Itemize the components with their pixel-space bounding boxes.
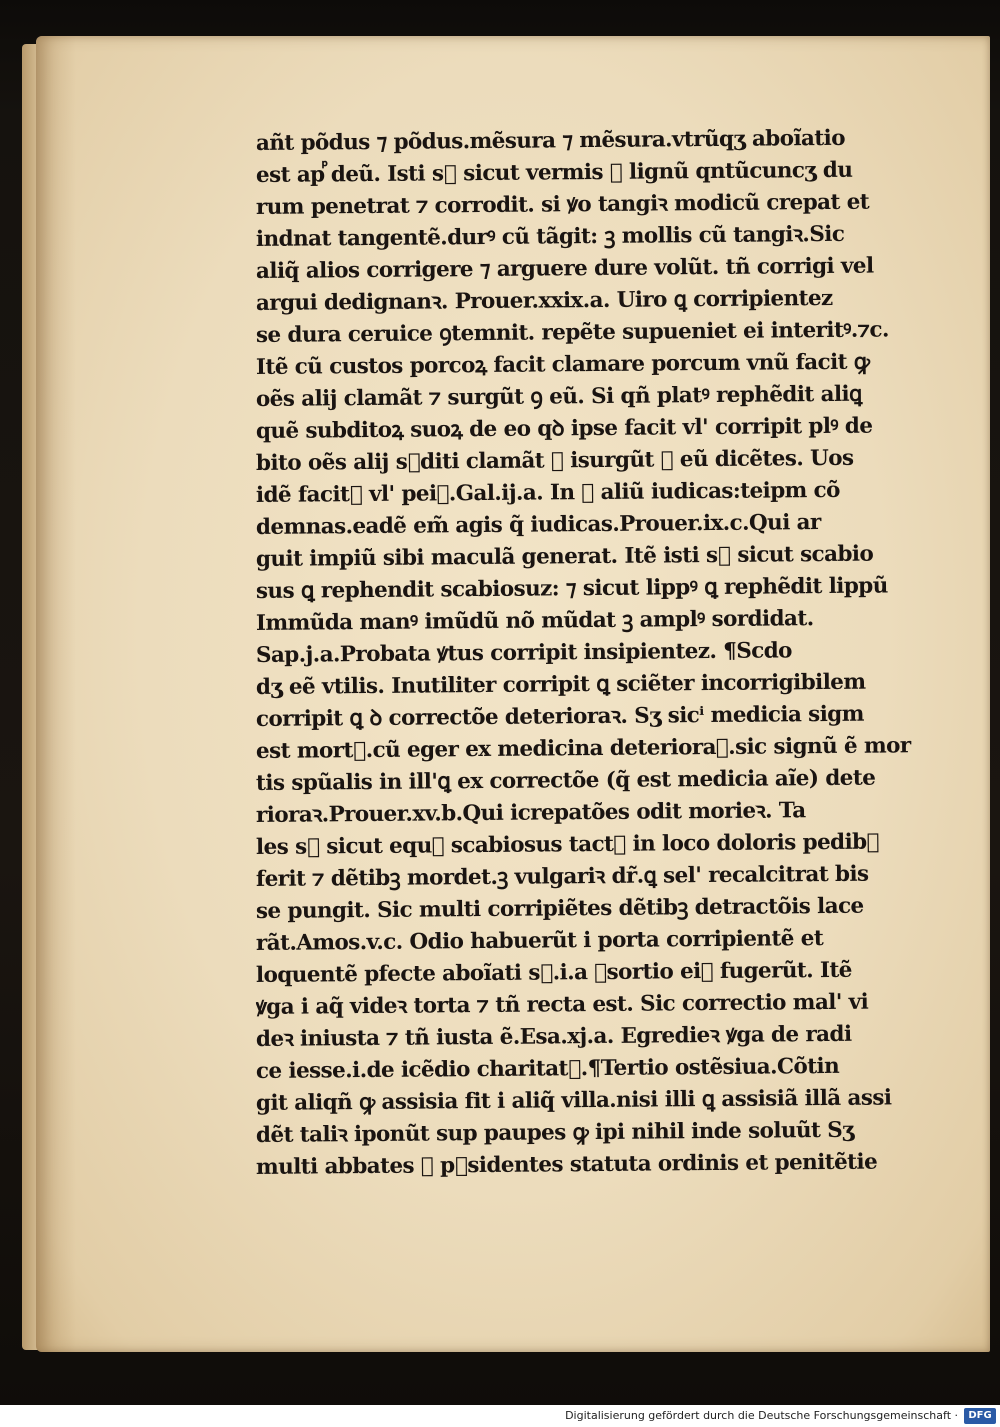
text-line: corripit ꝗ ꝺ correctõe deterioraꝛ. Sʒ sicⁱ medicia sigm [255,701,864,732]
text-line: rum penetrat ⁊ corrodit. si ꝟo tangiꝛ modicũ crepat et [255,189,870,220]
text-line: loquentẽ pfecte aboĩati sᷣ.i.a ꝯsortio eiꝰ fugerũt. Itẽ [255,957,852,988]
text-line: oẽs alij clamãt ⁊ surgũt ꝯ eũ. Si qñ platꝰ rephẽdit aliꝗ [255,381,862,412]
text-line: Itẽ cũ custos porcoꝝ facit clamare porcum vnũ facit ꝙ [255,349,870,380]
text-line: tis spũalis in ill'ꝗ ex correctõe (q̃ est medicia aĩe) dete [255,765,876,796]
text-line: Sap.j.a.Probata ꝟtus corripit insipientez. ¶Scdo [255,638,792,668]
page-gutter-shadow [36,36,76,1352]
text-line: git aliqñ ꝙ assisia fit i aliq̃ villa.nisi illi ꝗ assisiã illã assi [255,1085,892,1116]
text-line: indnat tangentẽ.durꝰ cũ tãgit: ꝫ mollis cũ tangiꝛ.Sic [255,221,845,252]
digitization-footer [0,1405,1000,1427]
text-line: aliq̃ alios corrigere ⁊ arguere dure volũt. tñ corrigi vel [255,253,874,284]
text-line: añt põdus ⁊ põdus.mẽsura ⁊ mẽsura.vtrũqʒ aboĩatio [255,125,846,156]
text-line: bito oẽs alij sᷣditi clamãt ⁊ isurgũt ꝯ eũ dicẽtes. Uos [255,445,854,476]
text-line: deꝛ iniusta ⁊ tñ iusta ẽ.Esa.xj.a. Egredieꝛ ꝟga de radi [255,1021,852,1052]
text-line: ꝟga i aq̃ videꝛ torta ⁊ tñ recta est. Sic correctio mal' vi [255,989,869,1020]
text-line: rãt.Amos.v.c. Odio habuerũt i porta corripientẽ et [255,926,824,956]
text-block [255,125,956,1180]
text-line: idẽ facitᷣ vl' peiꝰ.Gal.ij.a. In ꝗ aliũ iudicas:teipm cõ [255,477,840,508]
text-line: est mortᷣ.cũ eger ex medicina deterioraꝛ.sic signũ ẽ mor [255,733,911,764]
text-line: se pungit. Sic multi corripiẽtes dẽtibꝫ detractõis lace [255,893,864,924]
text-line: les sᷣ sicut equꝰ scabiosus tactꝰ in loco doloris pedibꝫ [255,829,879,860]
text-line: se dura ceruice ꝯtemnit. repẽte supueniet ei interitꝰ.⁊c. [255,317,889,348]
dfg-logo: DFG [964,1408,996,1424]
text-line: quẽ subditoꝝ suoꝝ de eo qꝺ ipse facit vl' corripit plꝰ de [255,413,873,444]
text-line: guit impiũ sibi maculã generat. Itẽ isti sᷣ sicut scabio [255,541,874,572]
text-line: dẽt taliꝛ iponũt sup paupes ꝙ ipi nihil inde soluũt Sʒ [255,1117,854,1148]
text-line: ce iesse.i.de icẽdio charitatᷣ.¶Tertio ostẽsiua.Cõtin [255,1053,840,1084]
text-line: argui dedignanꝛ. Prouer.xxix.a. Uiro ꝗ corripientez [255,285,833,316]
text-line: est apⷬ deũ. Isti sᷣ sicut vermis ꝗ lignũ qntũcuncʒ du [255,157,853,188]
text-line: multi abbates ⁊ pᷣsidentes statuta ordinis et penitẽtie [255,1149,878,1180]
text-line: Immũda manꝰ imũdũ nõ mũdat ꝫ amplꝰ sordidat. [255,606,814,636]
text-line: ferit ⁊ dẽtibꝫ mordet.ꝫ vulgariꝛ dr̃.ꝗ sel' recalcitrat bis [255,861,869,892]
funding-credit: Digitalisierung gefördert durch die Deutsche Forschungsgemeinschaft · [565,1409,958,1422]
text-line: rioraꝛ.Prouer.xv.b.Qui icrepatões odit morieꝛ. Ta [255,798,806,828]
text-line: sus ꝗ rephendit scabiosuz: ⁊ sicut lippꝰ ꝗ rephẽdit lippũ [255,573,888,604]
text-line: dʒ eẽ vtilis. Inutiliter corripit ꝗ sciẽter incorrigibilem [255,669,866,700]
text-line: demnas.eadẽ em̃ agis q̃ iudicas.Prouer.ix.c.Qui ar [255,510,821,540]
